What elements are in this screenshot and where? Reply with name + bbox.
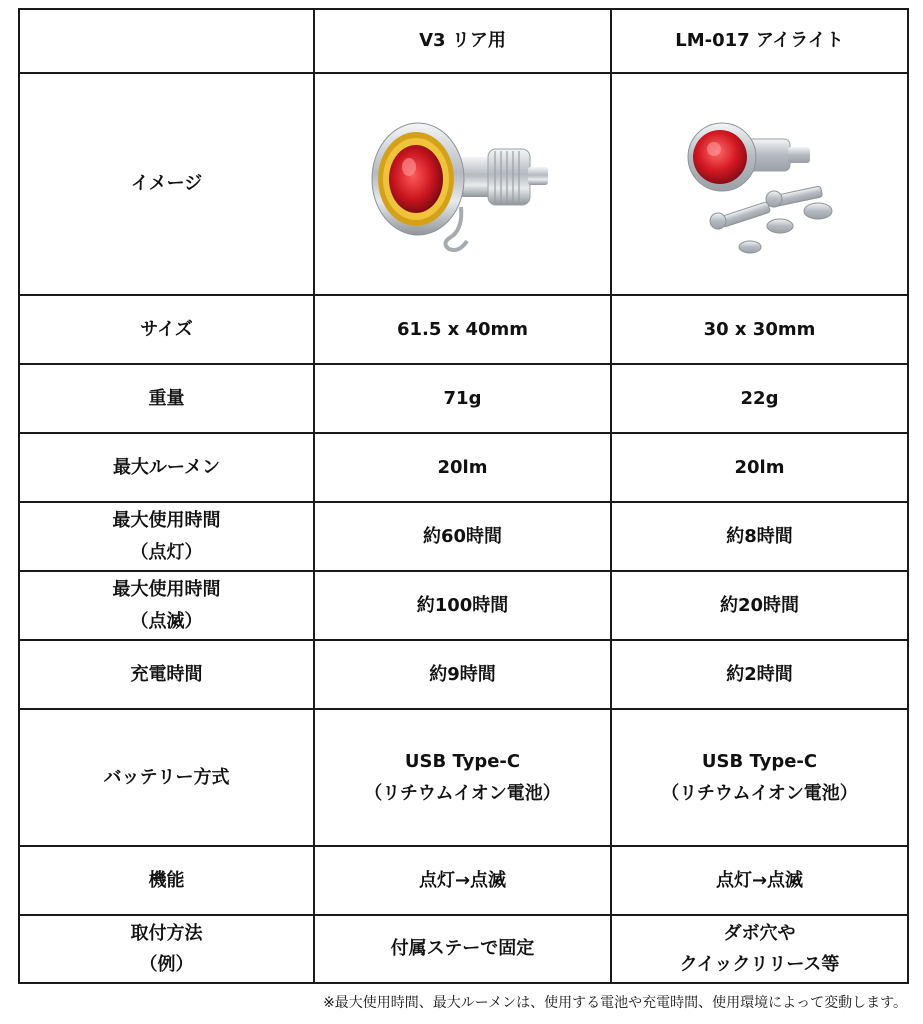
lm017-value-line2: クイックリリース等	[679, 954, 840, 975]
lm017-eye-light-image	[660, 109, 860, 259]
row-weight	[19, 364, 908, 433]
row-label-line1: 最大使用時間	[112, 579, 221, 600]
v3-value	[314, 709, 611, 846]
v3-value: 約60時間	[314, 502, 611, 571]
header-row	[19, 9, 908, 73]
row-label-image: イメージ	[19, 73, 314, 295]
row-max-lumen	[19, 433, 908, 502]
lm017-value: 30 x 30mm	[611, 295, 908, 364]
lm017-value: 約8時間	[611, 502, 908, 571]
row-max-runtime-flash	[19, 571, 908, 640]
row-label-line2: （例）	[139, 954, 194, 975]
row-label: 充電時間	[19, 640, 314, 709]
image-row	[19, 73, 908, 295]
lm017-value	[611, 915, 908, 983]
v3-value: 20lm	[314, 433, 611, 502]
row-label: バッテリー方式	[19, 709, 314, 846]
lm017-value-line1: ダボ穴や	[723, 922, 796, 944]
lm017-value: 20lm	[611, 433, 908, 502]
v3-value: 点灯→点滅	[314, 846, 611, 915]
row-label-line1: 取付方法	[130, 922, 203, 944]
lm017-value-line2: （リチウムイオン電池）	[661, 782, 858, 804]
row-label	[19, 571, 314, 640]
row-label-line1: 最大使用時間	[112, 510, 221, 531]
spec-comparison-table	[18, 8, 909, 984]
lm017-value: 点灯→点滅	[611, 846, 908, 915]
row-size	[19, 295, 908, 364]
row-label: 重量	[19, 364, 314, 433]
lm017-value: 約2時間	[611, 640, 908, 709]
row-mounting	[19, 915, 908, 983]
v3-value: 約100時間	[314, 571, 611, 640]
v3-value: 約9時間	[314, 640, 611, 709]
header-v3: V3 リア用	[314, 9, 611, 73]
row-charge-time	[19, 640, 908, 709]
row-label	[19, 502, 314, 571]
lm017-value: 22g	[611, 364, 908, 433]
row-label-line2: （点滅）	[130, 610, 203, 632]
v3-value-line2: （リチウムイオン電池）	[364, 782, 561, 804]
footnote: ※最大使用時間、最大ルーメンは、使用する電池や充電時間、使用環境によって変動します。	[323, 995, 907, 1011]
v3-rear-light-image	[363, 109, 563, 259]
row-label: 機能	[19, 846, 314, 915]
v3-value: 61.5 x 40mm	[314, 295, 611, 364]
row-label: 最大ルーメン	[19, 433, 314, 502]
lm017-value: 約20時間	[611, 571, 908, 640]
row-battery-type	[19, 709, 908, 846]
row-max-runtime-steady	[19, 502, 908, 571]
lm017-product-image-cell	[611, 73, 908, 295]
header-corner-cell	[19, 9, 314, 73]
lm017-value-line1: USB Type-C	[701, 751, 818, 772]
v3-value: 付属ステーで固定	[314, 915, 611, 983]
v3-value: 71g	[314, 364, 611, 433]
row-label-line2: （点灯）	[130, 541, 203, 563]
lm017-value	[611, 709, 908, 846]
v3-product-image-cell	[314, 73, 611, 295]
v3-value-line1: USB Type-C	[404, 751, 521, 772]
row-function	[19, 846, 908, 915]
row-label	[19, 915, 314, 983]
header-lm017: LM-017 アイライト	[611, 9, 908, 73]
row-label: サイズ	[19, 295, 314, 364]
